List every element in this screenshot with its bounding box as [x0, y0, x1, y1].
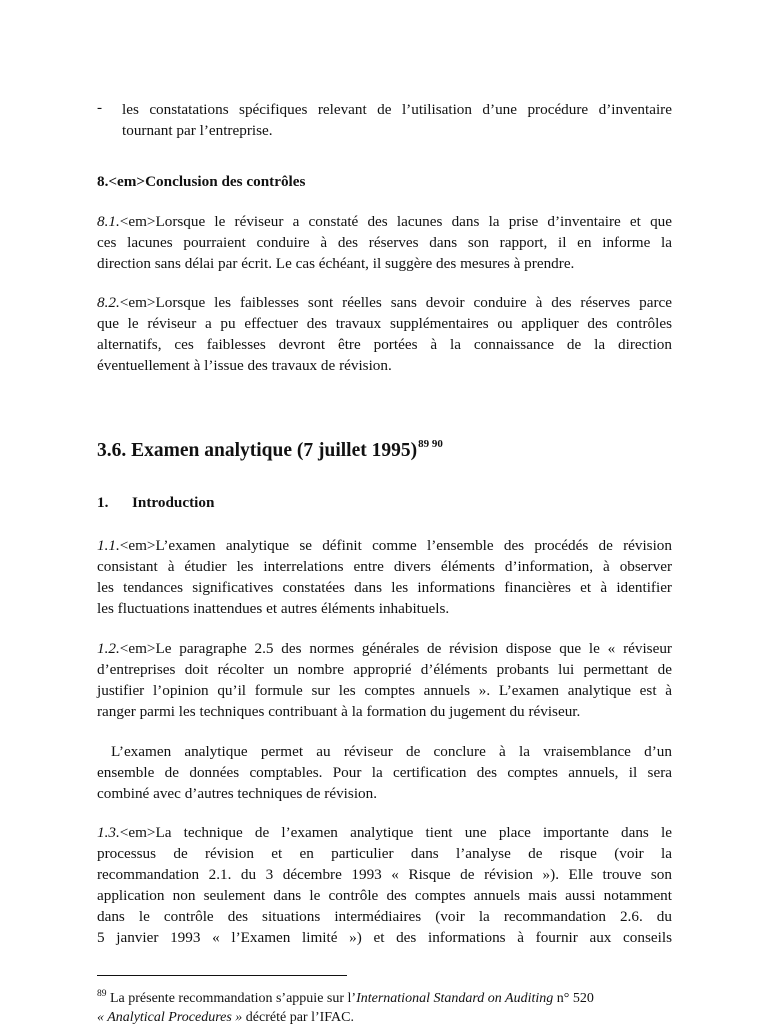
paragraph-1-3	[97, 822, 672, 948]
subsection-heading	[97, 494, 214, 512]
paragraph-text: d’entreprises doit récolter un nombre approprié d’éléments probants lui permettant de	[97, 661, 672, 678]
paragraph-text: alternatifs, ces faiblesses devront être portées à la connaissance de la direction	[97, 336, 672, 353]
footnote-text-italic: « Analytical Procedures »	[97, 1010, 243, 1025]
footnote-number: 89	[97, 989, 107, 999]
paragraph-text: direction sans délai par écrit. Le cas échéant, il suggère des mesures à prendre.	[97, 255, 575, 272]
paragraph-8-1	[97, 211, 672, 274]
paragraph-1-2	[97, 638, 672, 722]
footnote-text: La présente recommandation s’appuie sur l’	[106, 991, 357, 1006]
paragraph-text: que le réviseur a pu effectuer des travaux supplémentaires ou appliquer des contrôles	[97, 315, 672, 332]
section-heading: 8.<em>Conclusion des contrôles	[97, 173, 306, 190]
paragraph-text: <em>La technique de l’examen analytique tient une place importante dans le	[119, 824, 672, 841]
paragraph-number: 1.2.	[97, 640, 120, 657]
paragraph-text: les fluctuations inattendues et autres éléments inhabituels.	[97, 600, 450, 617]
paragraph-text: 5 janvier 1993 « l’Examen limité ») et des informations à fournir aux conseils	[97, 929, 672, 946]
footnote-text: décrété par l’IFAC.	[242, 1010, 354, 1025]
footnote-text-italic: International Standard on Auditing	[356, 991, 554, 1006]
list-item	[122, 99, 672, 141]
paragraph-text: éventuellement à l’issue des travaux de révision.	[97, 357, 392, 374]
paragraph-number: 8.2.	[97, 294, 120, 311]
paragraph-1-1	[97, 535, 672, 619]
paragraph-text: <em>Lorsque le réviseur a constaté des lacunes dans la prise d’inventaire et que	[119, 213, 672, 230]
paragraph-text: les tendances significatives constatées dans les informations financières et à identifier	[97, 579, 672, 596]
subsection-number: 1.	[97, 494, 109, 511]
list-dash: -	[97, 99, 103, 116]
footnote-text: n° 520	[553, 991, 594, 1006]
paragraph-text: justifier l’opinion qu’il formule sur les comptes annuels ». L’examen analytique est à	[97, 682, 672, 699]
paragraph-number: 8.1.	[97, 213, 120, 230]
paragraph-text: recommandation 2.1. du 3 décembre 1993 « Risque de révision »). Elle trouve son	[97, 866, 672, 883]
paragraph-8-2	[97, 292, 672, 376]
paragraph-text: consistant à étudier les interrelations entre divers éléments d’information, à observer	[97, 558, 672, 575]
paragraph-text: L’examen analytique permet au réviseur de conclure à la vraisemblance d’un	[111, 743, 672, 760]
paragraph-text: ensemble de données comptables. Pour la certification des comptes annuels, il sera	[97, 764, 672, 781]
paragraph-text: <em>Lorsque les faiblesses sont réelles sans devoir conduire à des réserves parce	[119, 294, 672, 311]
paragraph-number: 1.1.	[97, 537, 120, 554]
list-item-line: tournant par l’entreprise.	[122, 122, 273, 139]
paragraph-number: 1.3.	[97, 824, 120, 841]
paragraph-text: combiné avec d’autres techniques de révision.	[97, 785, 378, 802]
paragraph-text: ces lacunes pourraient conduire à des réserves dans son rapport, il en informe la	[97, 234, 672, 251]
list-item-line: les constatations spécifiques relevant de l’utilisation d’une procédure d’inventaire	[122, 101, 672, 118]
chapter-title: 3.6. Examen analytique (7 juillet 1995)	[97, 440, 418, 461]
paragraph-text: <em>L’examen analytique se définit comme l’ensemble des procédés de révision	[119, 537, 672, 554]
paragraph-1-2-continued	[97, 741, 672, 804]
footnote-separator	[97, 975, 347, 976]
paragraph-text: <em>Le paragraphe 2.5 des normes générales de révision dispose que le « réviseur	[119, 640, 672, 657]
paragraph-text: dans le contrôle des situations intermédiaires (voir la recommandation 2.6. du	[97, 908, 672, 925]
footnote-refs[interactable]: 89 90	[418, 438, 443, 450]
paragraph-text: processus de révision et en particulier dans l’analyse de risque (voir la	[97, 845, 672, 862]
chapter-heading	[97, 438, 443, 462]
subsection-title: Introduction	[132, 494, 215, 511]
paragraph-text: application non seulement dans le contrôle des comptes annuels mais aussi notamment	[97, 887, 672, 904]
footnote	[97, 985, 672, 1027]
paragraph-text: ranger parmi les techniques contribuant à la formation du jugement du réviseur.	[97, 703, 581, 720]
